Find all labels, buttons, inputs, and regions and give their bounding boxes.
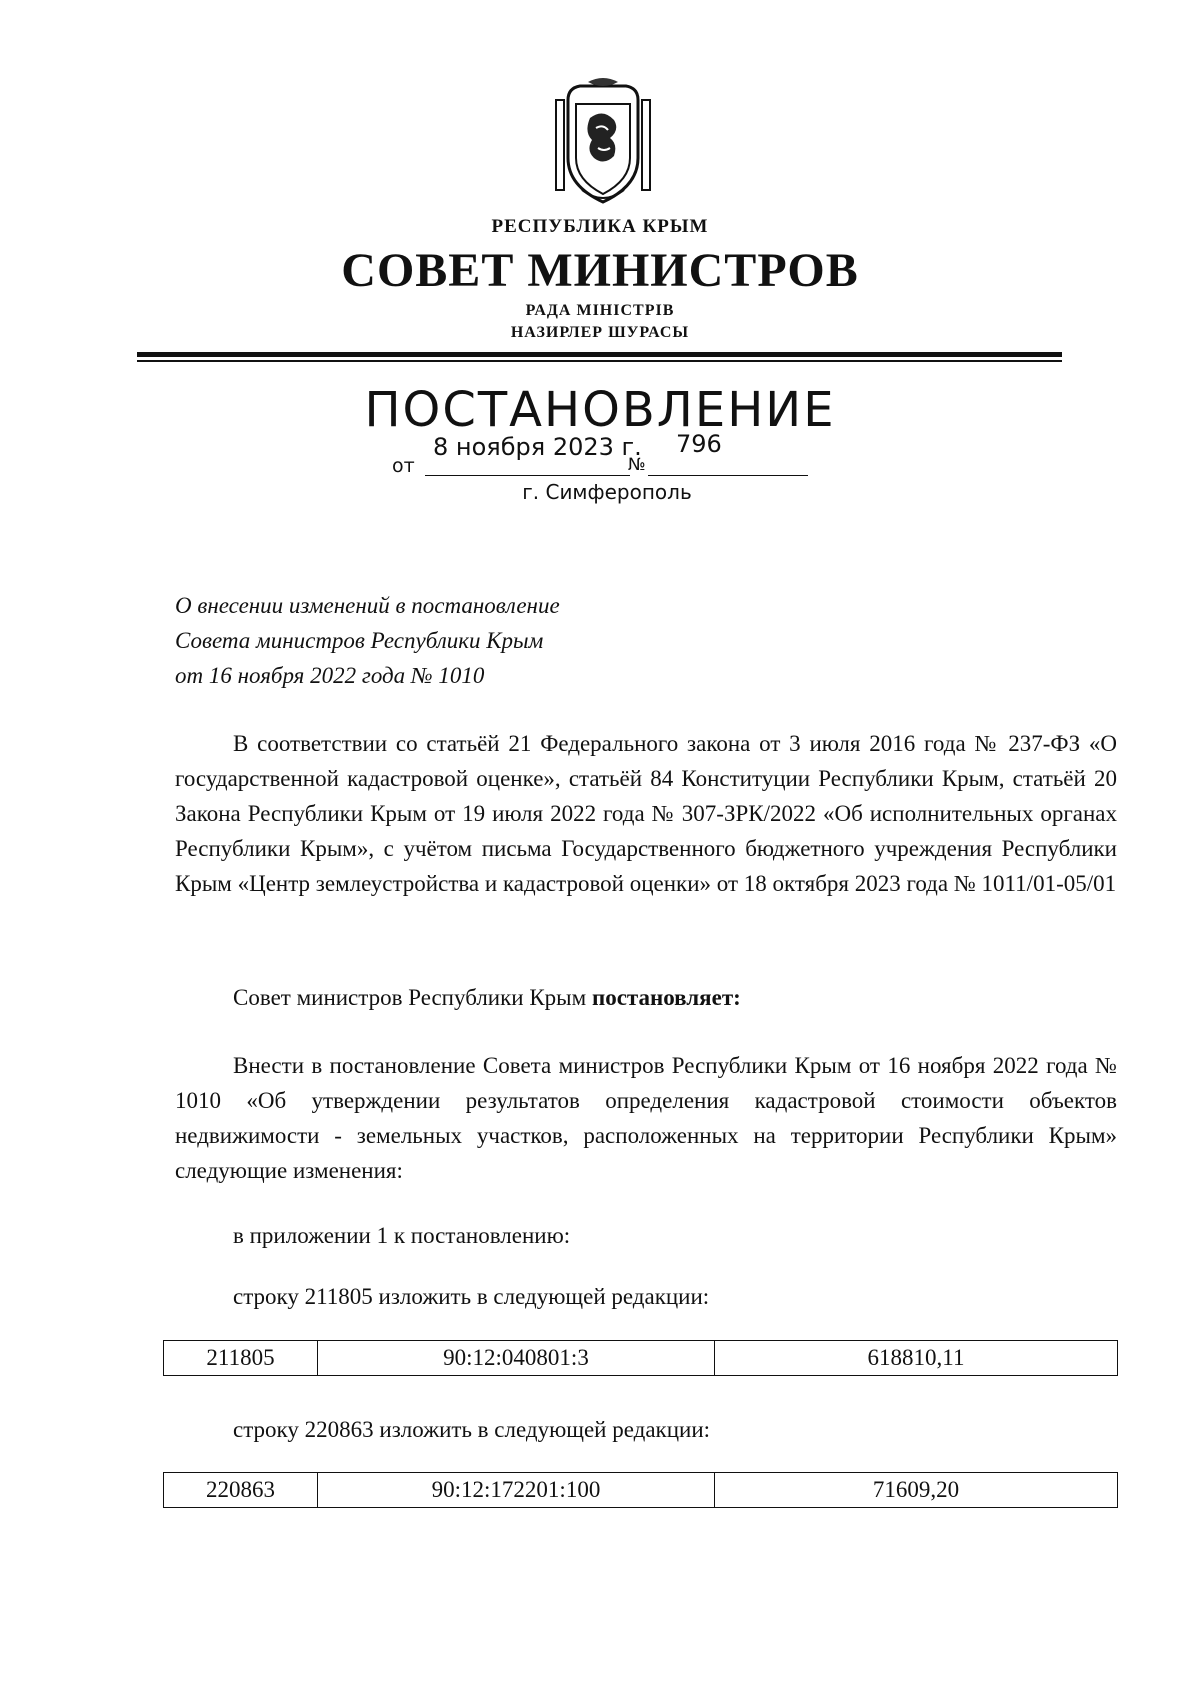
document-title-line: Совета министров Республики Крым [175, 628, 544, 653]
row-intro: строку 211805 изложить в следующей редакции: [233, 1284, 710, 1309]
document-title-line: О внесении изменений в постановление [175, 593, 560, 618]
table-row [164, 1473, 1118, 1508]
republic-name: РЕСПУБЛИКА КРЫМ [491, 216, 709, 237]
document-title-line: от 16 ноября 2022 года № 1010 [175, 663, 485, 688]
city: г. Симферополь [522, 480, 692, 504]
header-divider-thin [137, 360, 1062, 362]
header-divider-thick [137, 352, 1062, 357]
number-underline [648, 475, 808, 476]
table-cell-cadastral-value: 618810,11 [715, 1341, 1118, 1376]
amendment-paragraph: Внести в постановление Совета министров Республики Крым от 16 ноября 2022 года № 1010 «Об утверждении результатов определения кадастровой стоимости объектов недвижимости - земельных участков, расположенных на территории Республики Крым» следующие изменения: [175, 1053, 1117, 1183]
council-name-crimean-tatar: НАЗИРЛЕР ШУРАСЫ [510, 324, 690, 341]
document-type-title: ПОСТАНОВЛЕНИЕ [364, 382, 836, 438]
preamble-paragraph: В соответствии со статьёй 21 Федерального закона от 3 июля 2016 года № 237-ФЗ «О государственной кадастровой оценке», статьёй 84 Конституции Республики Крым, статьёй 20 Закона Республики Крым от 19 июля 2022 года № 307-ЗРК/2022 «Об исполнительных органах Республики Крым», с учётом письма Государственного бюджетного учреждения Республики Крым «Центр землеустройства и кадастровой оценки» от 18 октября 2023 года № 1011/01-05/01 [175, 731, 1117, 896]
number-label: № [628, 455, 646, 475]
resolution-keyword: постановляет: [591, 985, 741, 1010]
date-underline [425, 475, 630, 476]
replacement-row-table [163, 1472, 1118, 1508]
coat-of-arms-emblem [548, 78, 658, 210]
decree-date: 8 ноября 2023 г. [433, 433, 642, 461]
council-name-ukrainian: РАДА МІНІСТРІВ [525, 302, 675, 319]
decree-number: 796 [676, 430, 722, 458]
table-cell-cadastral-number: 90:12:040801:3 [318, 1341, 715, 1376]
table-cell-cadastral-value: 71609,20 [715, 1473, 1118, 1508]
replacement-row-table [163, 1340, 1118, 1376]
row-intro: строку 220863 изложить в следующей редакции: [233, 1417, 711, 1442]
date-label: от [392, 455, 415, 477]
resolution-line: Совет министров Республики Крым постановляет: [233, 985, 741, 1010]
council-name: СОВЕТ МИНИСТРОВ [341, 244, 859, 297]
table-cell-row-number: 211805 [164, 1341, 318, 1376]
annex-line: в приложении 1 к постановлению: [233, 1223, 571, 1248]
table-cell-row-number: 220863 [164, 1473, 318, 1508]
table-cell-cadastral-number: 90:12:172201:100 [318, 1473, 715, 1508]
table-row [164, 1341, 1118, 1376]
